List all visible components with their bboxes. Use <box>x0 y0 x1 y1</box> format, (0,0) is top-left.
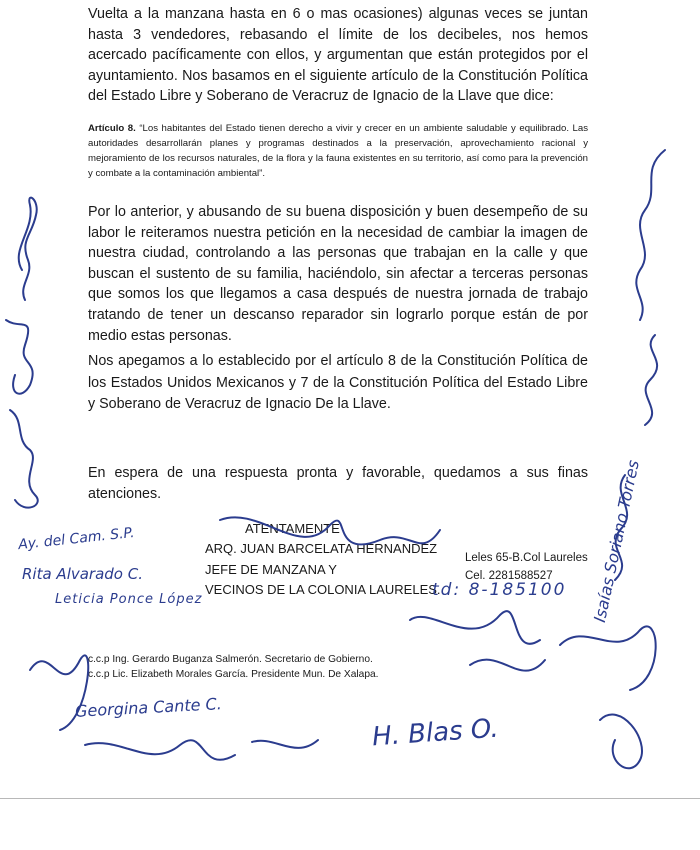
cc-mayor: c.c.p Lic. Elizabeth Morales García. Presidente Mun. De Xalapa. <box>88 669 379 680</box>
handwritten-georgina: Georgina Cante C. <box>74 694 223 721</box>
signature-bottom-2 <box>252 740 318 748</box>
cc-secretary: c.c.p Ing. Gerardo Buganza Salmerón. Secretario de Gobierno. <box>88 654 373 665</box>
handwritten-hblas: H. Blas O. <box>371 713 500 753</box>
signer-role: JEFE DE MANZANA Y <box>205 561 337 577</box>
signature-bottom-5 <box>560 626 656 690</box>
address: Leles 65-B.Col Laureles <box>465 552 588 564</box>
paragraph-legal-basis: Nos apegamos a lo establecido por el artículo 8 de la Constitución Política de los Estados Unidos Mexicanos y 7 de la Constitución Política del Estado Libre y Soberano de Veracruz de Ignacio De la Llave. <box>88 353 588 412</box>
signature-right-2 <box>645 335 657 425</box>
handwritten-isaias: Isaías Soriano Torres <box>590 458 643 624</box>
handwritten-leticia: Leticia Ponce López <box>55 592 203 607</box>
signature-right-3 <box>615 475 627 580</box>
article-text: “Los habitantes del Estado tienen derecho a vivir y crecer en un ambiente saludable y equilibrado. Las autoridades desarrollarán planes y programas destinados a la preservación, aprovechamiento racional y mejoramiento de los recursos naturales, de la flora y la fauna existentes en su territorio, así como para la prevención y combate a la contaminación ambiental”. <box>88 123 588 179</box>
signature-right-1 <box>636 150 665 320</box>
handwritten-telephone: td: 8-185100 <box>432 580 567 600</box>
signature-bottom-3 <box>410 611 540 644</box>
signature-bottom-4 <box>470 660 545 671</box>
page-bottom-rule <box>0 798 700 799</box>
handwritten-top-left: Ay. del Cam. S.P. <box>17 524 136 554</box>
signature-bottom-left <box>30 655 88 730</box>
signature-left-1 <box>19 198 37 300</box>
article-label: Artículo 8. <box>88 123 136 134</box>
signer-group: VECINOS DE LA COLONIA LAURELES. <box>205 581 441 597</box>
signature-left-2 <box>6 320 33 394</box>
paragraph-closing: En espera de una respuesta pronta y favorable, quedamos a sus finas atenciones. <box>88 465 588 502</box>
closing-salutation: ATENTAMENTE <box>245 521 340 536</box>
paragraph-request: Por lo anterior, y abusando de su buena disposición y buen desempeño de su labor le reiteramos nuestra petición en la necesidad de cambiar la imagen de nuestra ciudad, controlando a las personas que trabajan en la calle y que buscan el sustento de su familia, haciéndolo, sin afectar a terceras personas que somos los que llegamos a casa después de nuestra jornada de trabajo tratando de tener un descanso reparador sin lograrlo porque están de por medio estas personas. <box>88 204 588 344</box>
cell-phone: Cel. 2281588527 <box>465 570 553 582</box>
signer-name: ARQ. JUAN BARCELATA HERNANDEZ <box>205 541 438 557</box>
paragraph-vendors: Vuelta a la manzana hasta en 6 o mas ocasiones) algunas veces se juntan hasta 3 vendedores, rebasando el límite de los decibeles, nos hemos acercado pacíficamente con ellos, y argumentan que están protegidos por el ayuntamiento. Nos basamos en el siguiente artículo de la Constitución Política del Estado Libre y Soberano de Veracruz de Ignacio de la Llave que dice: <box>88 6 588 105</box>
signature-bottom-1 <box>85 740 235 760</box>
signature-center <box>220 517 440 544</box>
signature-bottom-6 <box>600 715 642 769</box>
handwritten-rita: Rita Alvarado C. <box>22 565 143 583</box>
signature-left-3 <box>10 410 38 508</box>
